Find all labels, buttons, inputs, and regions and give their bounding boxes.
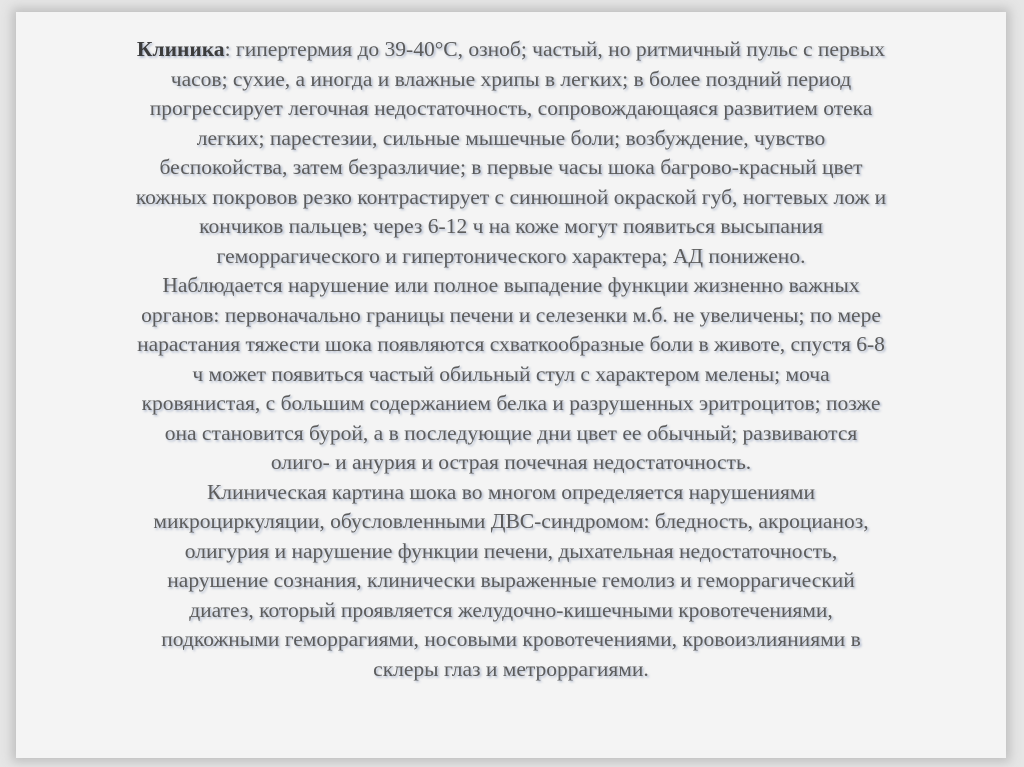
text-line: беспокойства, затем безразличие; в первые часы шока багрово-красный цвет: [159, 155, 863, 179]
text-line: легких; парестезии, сильные мышечные боли; возбуждение, чувство: [196, 125, 826, 150]
slide: [16, 12, 1006, 758]
text-line: геморрагического и гипертонического характера; АД понижено.: [216, 243, 806, 268]
text-line: микроциркуляции, обусловленными ДВС-синдромом: бледность, акроцианоз,: [153, 509, 869, 533]
clinic-description: [46, 35, 976, 684]
text-line: склеры глаз и метроррагиями.: [373, 656, 649, 681]
text-line: кончиков пальцев; через 6-12 ч на коже могут появиться высыпания: [199, 214, 823, 238]
text-line: органов: первоначально границы печени и селезенки м.б. не увеличены; по мере: [141, 302, 881, 327]
text-line: часов; сухие, а иногда и влажные хрипы в легких; в более поздний период: [170, 66, 852, 91]
text-line: прогрессирует легочная недостаточность, сопровождающаяся развитием отека: [149, 96, 873, 120]
text-line: нарушение сознания, клинически выраженные гемолиз и геморрагический: [167, 568, 855, 592]
text-line: Клиника: гипертермия до 39-40°С, озноб; частый, но ритмичный пульс с первых: [136, 37, 886, 61]
text-line: олигурия и нарушение функции печени, дыхательная недостаточность,: [184, 538, 838, 563]
text-line: кровянистая, с большим содержанием белка и разрушенных эритроцитов; позже: [141, 391, 881, 415]
text-line: ч может появиться частый обильный стул с характером мелены; моча: [192, 361, 830, 386]
text-line: олиго- и анурия и острая почечная недостаточность.: [270, 450, 752, 474]
heading-word: Клиника: [136, 37, 225, 61]
text-line: Наблюдается нарушение или полное выпадение функции жизненно важных: [162, 273, 860, 297]
text-line: кожных покровов резко контрастирует с синюшной окраской губ, ногтевых лож и: [135, 184, 887, 209]
text-line: диатез, который проявляется желудочно-кишечными кровотечениями,: [189, 597, 833, 622]
text-line: Клиническая картина шока во многом определяется нарушениями: [206, 479, 816, 504]
text-line: подкожными геморрагиями, носовыми кровотечениями, кровоизлияниями в: [161, 627, 861, 651]
text-line: нарастания тяжести шока появляются схваткообразные боли в животе, спустя 6-8: [137, 332, 885, 356]
text-line: она становится бурой, а в последующие дни цвет ее обычный; развиваются: [164, 420, 858, 445]
